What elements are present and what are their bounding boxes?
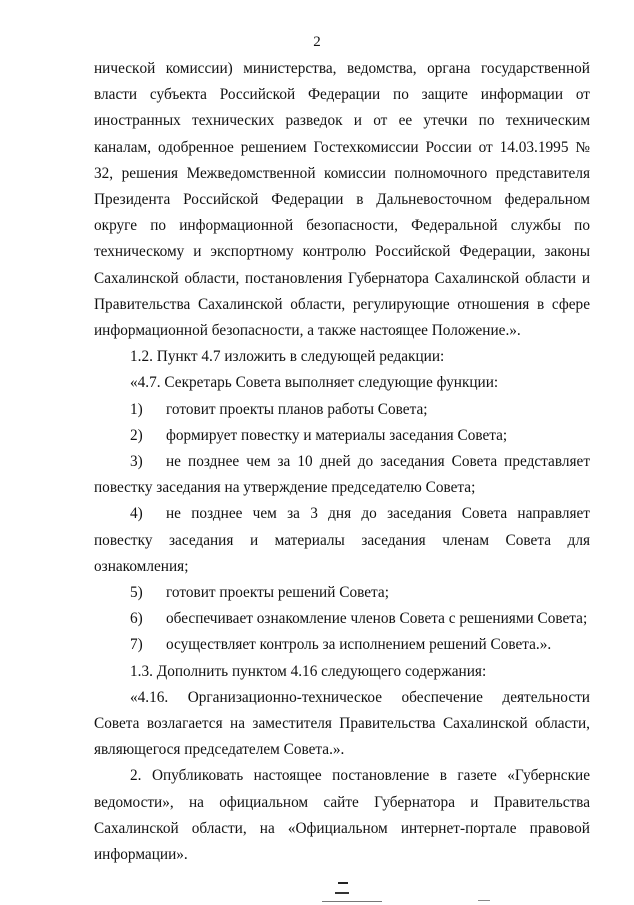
page-number: 2 [313, 34, 321, 50]
function-number: 6) [130, 610, 143, 628]
document-body [94, 56, 590, 868]
function-text: обеспечивает ознакомление членов Совета с решениями Совета; [166, 610, 588, 628]
function-number: 5) [130, 584, 143, 602]
function-number: 1) [130, 400, 143, 418]
paragraph-4-7: «4.7. Секретарь Совета выполняет следующие функции: [130, 374, 499, 392]
paragraph-1-2: 1.2. Пункт 4.7 изложить в следующей редакции: [130, 348, 445, 366]
paragraph-continuation: ническoй комиссии) министерства, ведомства, органа государственной власти субъекта Российской Федерации по защите информации от иностранных технических разведок и от ее утечки по техническим каналам, одобренное решением Гостехкомиссии России от 14.03.1995 № 32, решения Межведомственной комиссии полномочного представителя Президента Российской Федерации в Дальневосточном федеральном округе по информационной безопасности, Федеральной службы по техническому и экспортному контролю Российской Федерации, законы Сахалинской области, постановления Губернатора Сахалинской области и Правительства Сахалинской области, регулирующие отношения в сфере информационной безопасности, а также настоящее Положение.». [94, 60, 590, 340]
function-item [94, 501, 590, 580]
function-number: 2) [130, 426, 143, 444]
function-number: 4) [130, 505, 143, 523]
scan-artifact-marks [0, 880, 634, 905]
function-item [94, 606, 590, 632]
function-item [94, 423, 590, 449]
paragraph-2: 2. Опубликовать настоящее постановление в газете «Губернские ведомости», на официальном сайте Губернатора и Правительства Сахалинской области, на «Официальном интернет-портале правовой информации». [94, 767, 590, 864]
function-text: формирует повестку и материалы заседания Совета; [166, 426, 508, 444]
paragraph-4-16: «4.16. Организационно-техническое обеспечение деятельности Совета возлагается на заместителя Правительства Сахалинской области, являющегося председателем Совета.». [94, 688, 590, 759]
function-item [94, 580, 590, 606]
function-text: осуществляет контроль за исполнением решений Совета.». [166, 636, 552, 654]
function-item [94, 449, 590, 501]
function-text: готовит проекты планов работы Совета; [166, 400, 428, 418]
function-number: 7) [130, 636, 143, 654]
function-item [94, 632, 590, 658]
function-text: не позднее чем за 3 дня до заседания Совета направляет повестку заседания и материалы заседания членам Совета для ознакомления; [94, 505, 590, 575]
paragraph-1-3: 1.3. Дополнить пунктом 4.16 следующего содержания: [130, 662, 487, 680]
function-text: не позднее чем за 10 дней до заседания Совета представляет повестку заседания на утверждение председателю Совета; [94, 453, 590, 497]
function-number: 3) [130, 453, 143, 471]
function-item [94, 397, 590, 423]
function-text: готовит проекты решений Совета; [166, 584, 389, 602]
